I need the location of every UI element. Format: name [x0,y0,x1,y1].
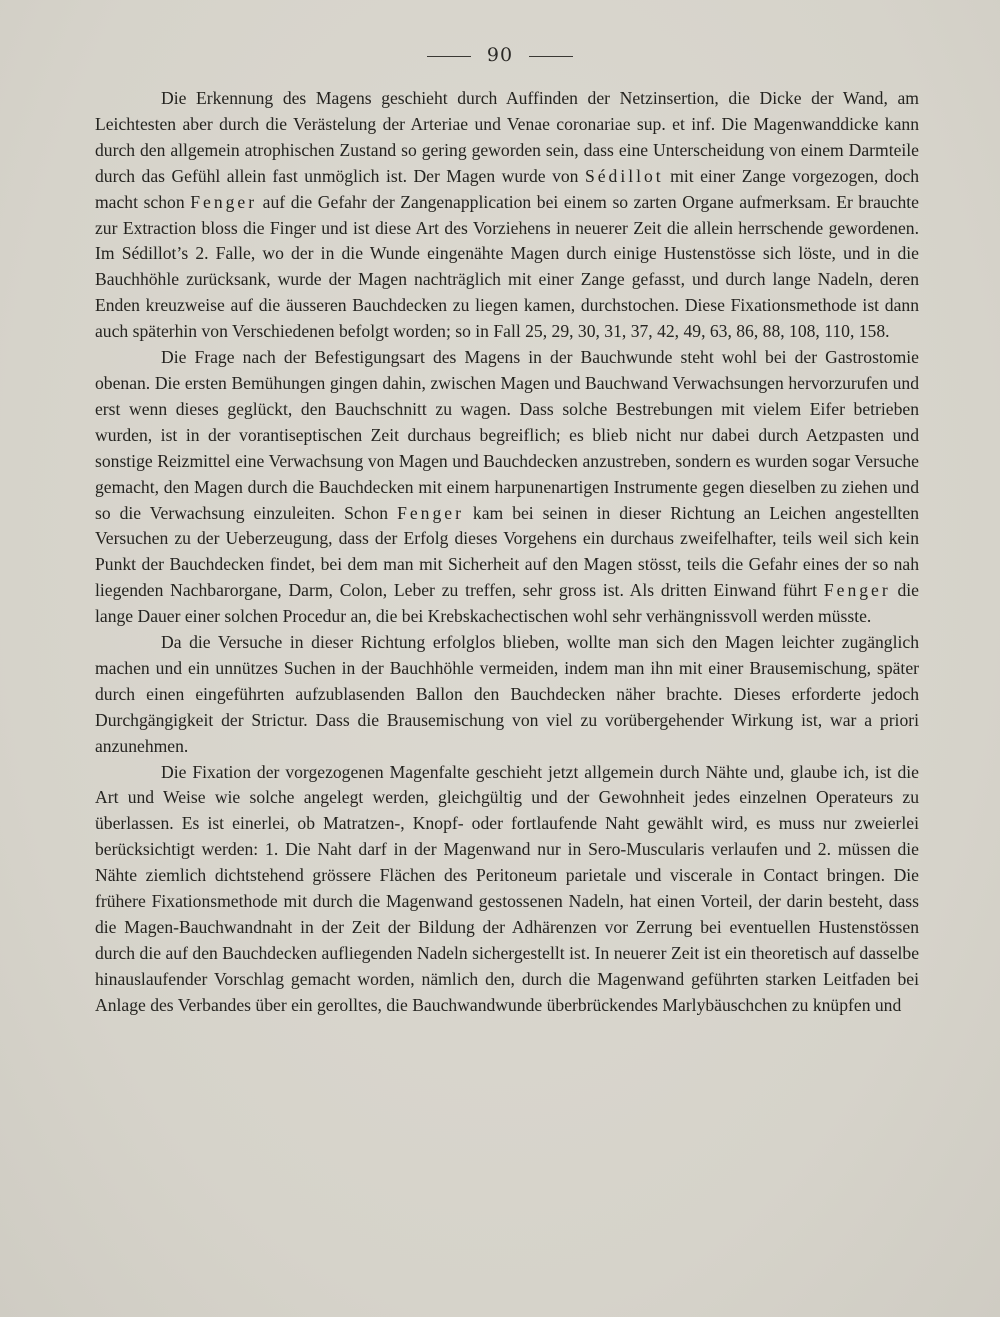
text-run: Die Frage nach der Befestigungsart des Magens in der Bauchwunde steht wohl bei der Gastrostomie obenan. Die ersten Bemühungen gingen dahin, zwischen Magen und Bauchwand Verwachsungen hervorzurufen und erst wenn dieses geglückt, den Bauchschnitt zu wagen. Dass solche Bestrebungen mit vielem Eifer betrieben wurden, ist in der vorantiseptischen Zeit durchaus begreiflich; es blieb nicht nur dabei durch Aetzpasten und sonstige Reizmittel eine Verwachsung von Magen und Bauchdecken anzustreben, sondern es wurden sogar Versuche gemacht, den Magen durch die Bauchdecken mit einem harpunenartigen Instrumente gegen dieselben zu ziehen und so die Verwachsung einzuleiten. Schon [95,347,919,523]
spaced-name: Fenger [397,502,464,523]
header-rule-left [427,56,471,57]
paragraph [95,86,919,345]
text-run: die lange Dauer einer solchen Procedur an, die bei Krebskachectischen wohl sehr verhängnissvoll werden müsste. [95,580,919,627]
text-run: Die Erkennung des Magens geschieht durch Auffinden der Netzinsertion, die Dicke der Wand, am Leichtesten aber durch die Verästelung der Arteriae und Venae coronariae sup. et inf. Die Magenwanddicke kann durch den allgemein atrophischen Zustand so gering geworden sein, dass eine Unterscheidung von einem Darmteile durch das Gefühl allein fast unmöglich ist. Der Magen wurde von [95,88,919,186]
text-run: auf die Gefahr der Zangenapplication bei einem so zarten Organe aufmerksam. Er brauchte zur Extraction bloss die Finger und ist diese Art des Vorziehens in neuerer Zeit die allein herrschende gewordenen. Im Sédillot’s 2. Falle, wo der in die Wunde eingenähte Magen durch einige Hustenstösse sich löste, und in die Bauchhöhle zurücksank, wurde der Magen nachträglich mit einer Zange gefasst, und durch lange Nadeln, deren Enden kreuzweise auf die äusseren Bauchdecken zu liegen kamen, durchstochen. Diese Fixationsmethode ist dann auch späterhin von Verschiedenen befolgt worden; so in Fall 25, 29, 30, 31, 37, 42, 49, 63, 86, 88, 108, 110, 158. [95,191,919,342]
paragraph [95,345,919,630]
page-number: 90 [486,44,514,66]
page-header [0,44,1000,66]
text-run: Die Fixation der vorgezogenen Magenfalte geschieht jetzt allgemein durch Nähte und, glaube ich, ist die Art und Weise wie solche angelegt werden, gleichgültig und der Gewohnheit jedes einzelnen Operateurs zu überlassen. Es ist einerlei, ob Matratzen-, Knopf- oder fortlaufende Naht gewählt wird, es muss nur zweierlei berücksichtigt werden: 1. Die Naht darf in der Magenwand nur in Sero-Muscularis verlaufen und 2. müssen die Nähte ziemlich dichtstehend grössere Flächen des Peritoneum parietale und viscerale in Contact bringen. Die frühere Fixationsmethode mit durch die Magenwand gestossenen Nadeln, hat einen Vorteil, der darin besteht, dass die Magen-Bauchwandnaht in der Zeit der Bildung der Adhärenzen vor Zerrung bei eventuellen Hustenstössen durch die auf den Bauchdecken aufliegenden Nadeln sichergestellt ist. In neuerer Zeit ist ein theoretisch auf dasselbe hinauslaufender Vorschlag gemacht worden, nämlich den, durch die Magenwand geführten starken Leitfaden bei Anlage des Verbandes über ein gerolltes, die Bauchwandwunde überbrückendes Marlybäuschchen zu knüpfen und [95,761,919,1015]
spaced-name: Fenger [823,580,891,601]
text-run: kam bei seinen in dieser Richtung an Leichen angestellten Versuchen zu der Ueberzeugung, dass der Erfolg dieses Vorgehens ein durchaus zweifelhafter, teils weil sich kein Punkt der Bauchdecken findet, bei dem man mit Sicherheit auf den Magen stösst, teils die Gefahr eines der so nah liegenden Nachbarorgane, Darm, Colon, Leber zu treffen, sehr gross ist. Als dritten Einwand führt [95,502,919,601]
paragraph [95,630,919,760]
spaced-name: Fenger [190,191,258,212]
paragraph [95,760,919,1019]
header-rule-right [529,56,573,57]
spaced-name: Sédillot [584,165,664,186]
body-text [95,86,919,1019]
text-run: mit einer Zange vorgezogen, doch macht schon [95,165,920,212]
text-run: Da die Versuche in dieser Richtung erfolglos blieben, wollte man sich den Magen leichter zugänglich machen und ein unnützes Suchen in der Bauchhöhle vermeiden, indem man ihn mit einer Brausemischung, später durch einen eingeführten aufzublasenden Ballon den Bauchdecken näher brachte. Dieses erforderte jedoch Durchgängigkeit der Strictur. Dass die Brausemischung von viel zu vorübergehender Wirkung ist, war a priori anzunehmen. [95,632,919,756]
